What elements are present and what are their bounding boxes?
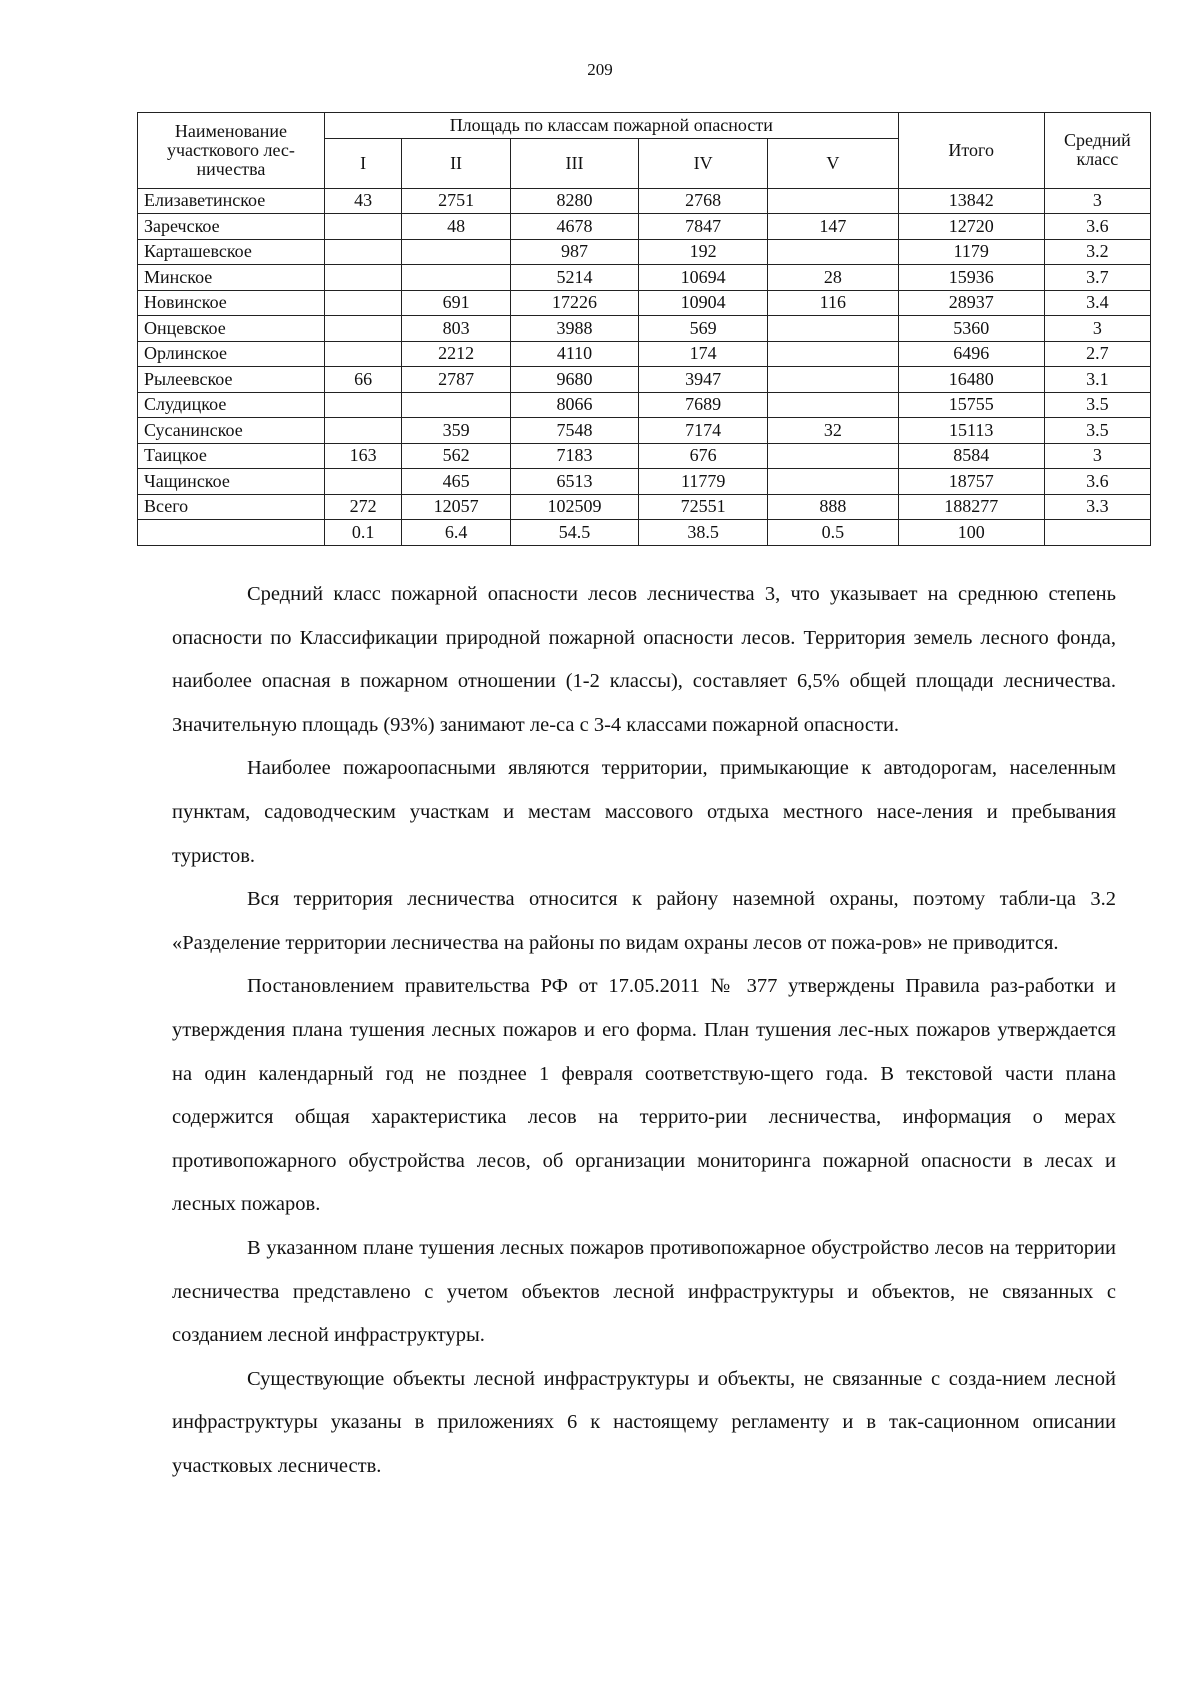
table-cell xyxy=(324,239,402,265)
table-cell: 12720 xyxy=(898,214,1044,240)
table-cell: 48 xyxy=(402,214,510,240)
header-avg: Средний класс xyxy=(1044,113,1150,189)
table-cell xyxy=(324,341,402,367)
table-cell: 3.6 xyxy=(1044,469,1150,495)
table-cell-name: Заречское xyxy=(138,214,325,240)
table-cell: 4110 xyxy=(510,341,639,367)
table-cell: 43 xyxy=(324,188,402,214)
table-cell: 15113 xyxy=(898,418,1044,444)
table-cell-name: Елизаветинское xyxy=(138,188,325,214)
table-row xyxy=(138,316,1151,342)
table-cell-name: Таицкое xyxy=(138,443,325,469)
table-cell: 0.5 xyxy=(768,520,899,546)
table-cell xyxy=(768,188,899,214)
table-cell: 10694 xyxy=(639,265,768,291)
table-cell: 13842 xyxy=(898,188,1044,214)
table-row xyxy=(138,443,1151,469)
page-number: 209 xyxy=(587,60,613,79)
table-cell: 66 xyxy=(324,367,402,393)
table-row xyxy=(138,239,1151,265)
header-total: Итого xyxy=(898,113,1044,189)
table-cell: 12057 xyxy=(402,494,510,520)
table-cell-name: Минское xyxy=(138,265,325,291)
table-cell: 192 xyxy=(639,239,768,265)
table-cell: 2768 xyxy=(639,188,768,214)
table-cell: 272 xyxy=(324,494,402,520)
fire-danger-table xyxy=(137,112,1151,546)
table-cell: 10904 xyxy=(639,290,768,316)
table-cell: 3 xyxy=(1044,443,1150,469)
table-cell: 163 xyxy=(324,443,402,469)
table-cell: 174 xyxy=(639,341,768,367)
table-cell xyxy=(324,265,402,291)
header-class-1: I xyxy=(324,138,402,188)
table-cell: 6513 xyxy=(510,469,639,495)
paragraph: Наиболее пожароопасными являются территории, примыкающие к автодорогам, населенным пунктам, садоводческим участкам и местам массового отдыха местного насе-ления и пребывания туристов. xyxy=(172,757,1116,867)
table-cell: 3.4 xyxy=(1044,290,1150,316)
table-cell: 0.1 xyxy=(324,520,402,546)
table-cell-name: Карташевское xyxy=(138,239,325,265)
table-cell: 7548 xyxy=(510,418,639,444)
table-cell: 2787 xyxy=(402,367,510,393)
table-cell xyxy=(768,316,899,342)
table-cell: 465 xyxy=(402,469,510,495)
table-body xyxy=(138,188,1151,545)
table-cell: 116 xyxy=(768,290,899,316)
table-cell: 16480 xyxy=(898,367,1044,393)
table-cell: 7183 xyxy=(510,443,639,469)
table-cell: 7847 xyxy=(639,214,768,240)
table-cell-name: Новинское xyxy=(138,290,325,316)
table-cell: 11779 xyxy=(639,469,768,495)
table-cell: 38.5 xyxy=(639,520,768,546)
paragraph: Существующие объекты лесной инфраструктуры и объекты, не связанные с созда-нием лесной инфраструктуры указаны в приложениях 6 к настоящему регламенту и в так-сационном описании участковых лесничеств. xyxy=(172,1367,1116,1477)
paragraph: Средний класс пожарной опасности лесов лесничества 3, что указывает на среднюю степень опасности по Классификации природной пожарной опасности лесов. Территория земель лесного фонда, наиболее опасная в пожарном отношении (1-2 классы), составляет 6,5% общей площади лесничества. Значительную площадь (93%) занимают ле-са с 3-4 классами пожарной опасности. xyxy=(172,583,1116,736)
table-cell: 28937 xyxy=(898,290,1044,316)
table-cell: 3.6 xyxy=(1044,214,1150,240)
header-group: Площадь по классам пожарной опасности xyxy=(324,113,898,139)
table-cell: 359 xyxy=(402,418,510,444)
table-cell xyxy=(402,239,510,265)
table-cell: 5214 xyxy=(510,265,639,291)
table-cell: 15936 xyxy=(898,265,1044,291)
table-cell: 6.4 xyxy=(402,520,510,546)
table-cell-name: Рылеевское xyxy=(138,367,325,393)
table-cell xyxy=(768,367,899,393)
table-cell: 5360 xyxy=(898,316,1044,342)
table-cell: 17226 xyxy=(510,290,639,316)
body-text xyxy=(172,573,1116,1488)
table-cell: 8280 xyxy=(510,188,639,214)
table-cell: 2212 xyxy=(402,341,510,367)
table-row xyxy=(138,367,1151,393)
table-cell: 15755 xyxy=(898,392,1044,418)
table-cell: 1179 xyxy=(898,239,1044,265)
table-cell: 3947 xyxy=(639,367,768,393)
table-cell xyxy=(768,341,899,367)
header-class-4: IV xyxy=(639,138,768,188)
table-cell xyxy=(768,392,899,418)
table-cell: 2.7 xyxy=(1044,341,1150,367)
table-cell: 4678 xyxy=(510,214,639,240)
table-row xyxy=(138,214,1151,240)
table-cell: 3.3 xyxy=(1044,494,1150,520)
table-cell xyxy=(324,316,402,342)
table-cell: 28 xyxy=(768,265,899,291)
table-cell: 18757 xyxy=(898,469,1044,495)
table-cell: 803 xyxy=(402,316,510,342)
table-cell: 147 xyxy=(768,214,899,240)
table-cell-name: Орлинское xyxy=(138,341,325,367)
table-row xyxy=(138,290,1151,316)
table-cell xyxy=(768,443,899,469)
table-cell: 3.5 xyxy=(1044,418,1150,444)
table-cell: 8584 xyxy=(898,443,1044,469)
table-cell xyxy=(402,392,510,418)
table-row xyxy=(138,265,1151,291)
header-name: Наименование участкового лес-ничества xyxy=(138,113,325,189)
table-cell xyxy=(324,214,402,240)
header-class-3: III xyxy=(510,138,639,188)
table-cell-name: Сусанинское xyxy=(138,418,325,444)
table-cell: 72551 xyxy=(639,494,768,520)
table-cell-name: Онцевское xyxy=(138,316,325,342)
table-cell: 3.1 xyxy=(1044,367,1150,393)
table-cell: 987 xyxy=(510,239,639,265)
table-cell: 691 xyxy=(402,290,510,316)
table-cell: 2751 xyxy=(402,188,510,214)
table-cell-name: Всего xyxy=(138,494,325,520)
table-cell: 188277 xyxy=(898,494,1044,520)
table-row xyxy=(138,341,1151,367)
paragraph: Постановлением правительства РФ от 17.05.2011 № 377 утверждены Правила раз-работки и утверждения плана тушения лесных пожаров и его форма. План тушения лес-ных пожаров утверждается на один календарный год не позднее 1 февраля соответствую-щего года. В текстовой части плана содержится общая характеристика лесов на террито-рии лесничества, информация о мерах противопожарного обустройства лесов, об организации мониторинга пожарной опасности в лесах и лесных пожаров. xyxy=(172,975,1116,1216)
table-cell: 102509 xyxy=(510,494,639,520)
table-cell: 888 xyxy=(768,494,899,520)
table-cell: 9680 xyxy=(510,367,639,393)
table-row xyxy=(138,469,1151,495)
table-cell xyxy=(324,392,402,418)
table-row xyxy=(138,520,1151,546)
header-class-5: V xyxy=(768,138,899,188)
table-cell: 3988 xyxy=(510,316,639,342)
header-class-2: II xyxy=(402,138,510,188)
table-cell xyxy=(1044,520,1150,546)
table-cell xyxy=(768,469,899,495)
table-cell: 3 xyxy=(1044,188,1150,214)
table-cell: 7689 xyxy=(639,392,768,418)
table-cell: 3.5 xyxy=(1044,392,1150,418)
table-cell: 569 xyxy=(639,316,768,342)
table-cell xyxy=(402,265,510,291)
table-cell: 6496 xyxy=(898,341,1044,367)
table-cell xyxy=(324,469,402,495)
table-cell-name xyxy=(138,520,325,546)
table-row xyxy=(138,494,1151,520)
table-row xyxy=(138,418,1151,444)
paragraph: Вся территория лесничества относится к району наземной охраны, поэтому табли-ца 3.2 «Разделение территории лесничества на районы по видам охраны лесов от пожа-ров» не приводится. xyxy=(172,888,1116,954)
table-row xyxy=(138,392,1151,418)
table-cell: 32 xyxy=(768,418,899,444)
table-row xyxy=(138,188,1151,214)
table-cell-name: Чащинское xyxy=(138,469,325,495)
table-cell: 54.5 xyxy=(510,520,639,546)
table-cell: 100 xyxy=(898,520,1044,546)
table-cell: 562 xyxy=(402,443,510,469)
paragraph: В указанном плане тушения лесных пожаров противопожарное обустройство лесов на территории лесничества представлено с учетом объектов лесной инфраструктуры и объектов, не связанных с созданием лесной инфраструктуры. xyxy=(172,1236,1116,1347)
table-cell: 3.2 xyxy=(1044,239,1150,265)
table-cell: 676 xyxy=(639,443,768,469)
table-cell: 3.7 xyxy=(1044,265,1150,291)
table-cell: 3 xyxy=(1044,316,1150,342)
table-cell xyxy=(768,239,899,265)
table-cell-name: Слудицкое xyxy=(138,392,325,418)
table-cell: 7174 xyxy=(639,418,768,444)
table-cell xyxy=(324,290,402,316)
table-cell xyxy=(324,418,402,444)
table-cell: 8066 xyxy=(510,392,639,418)
